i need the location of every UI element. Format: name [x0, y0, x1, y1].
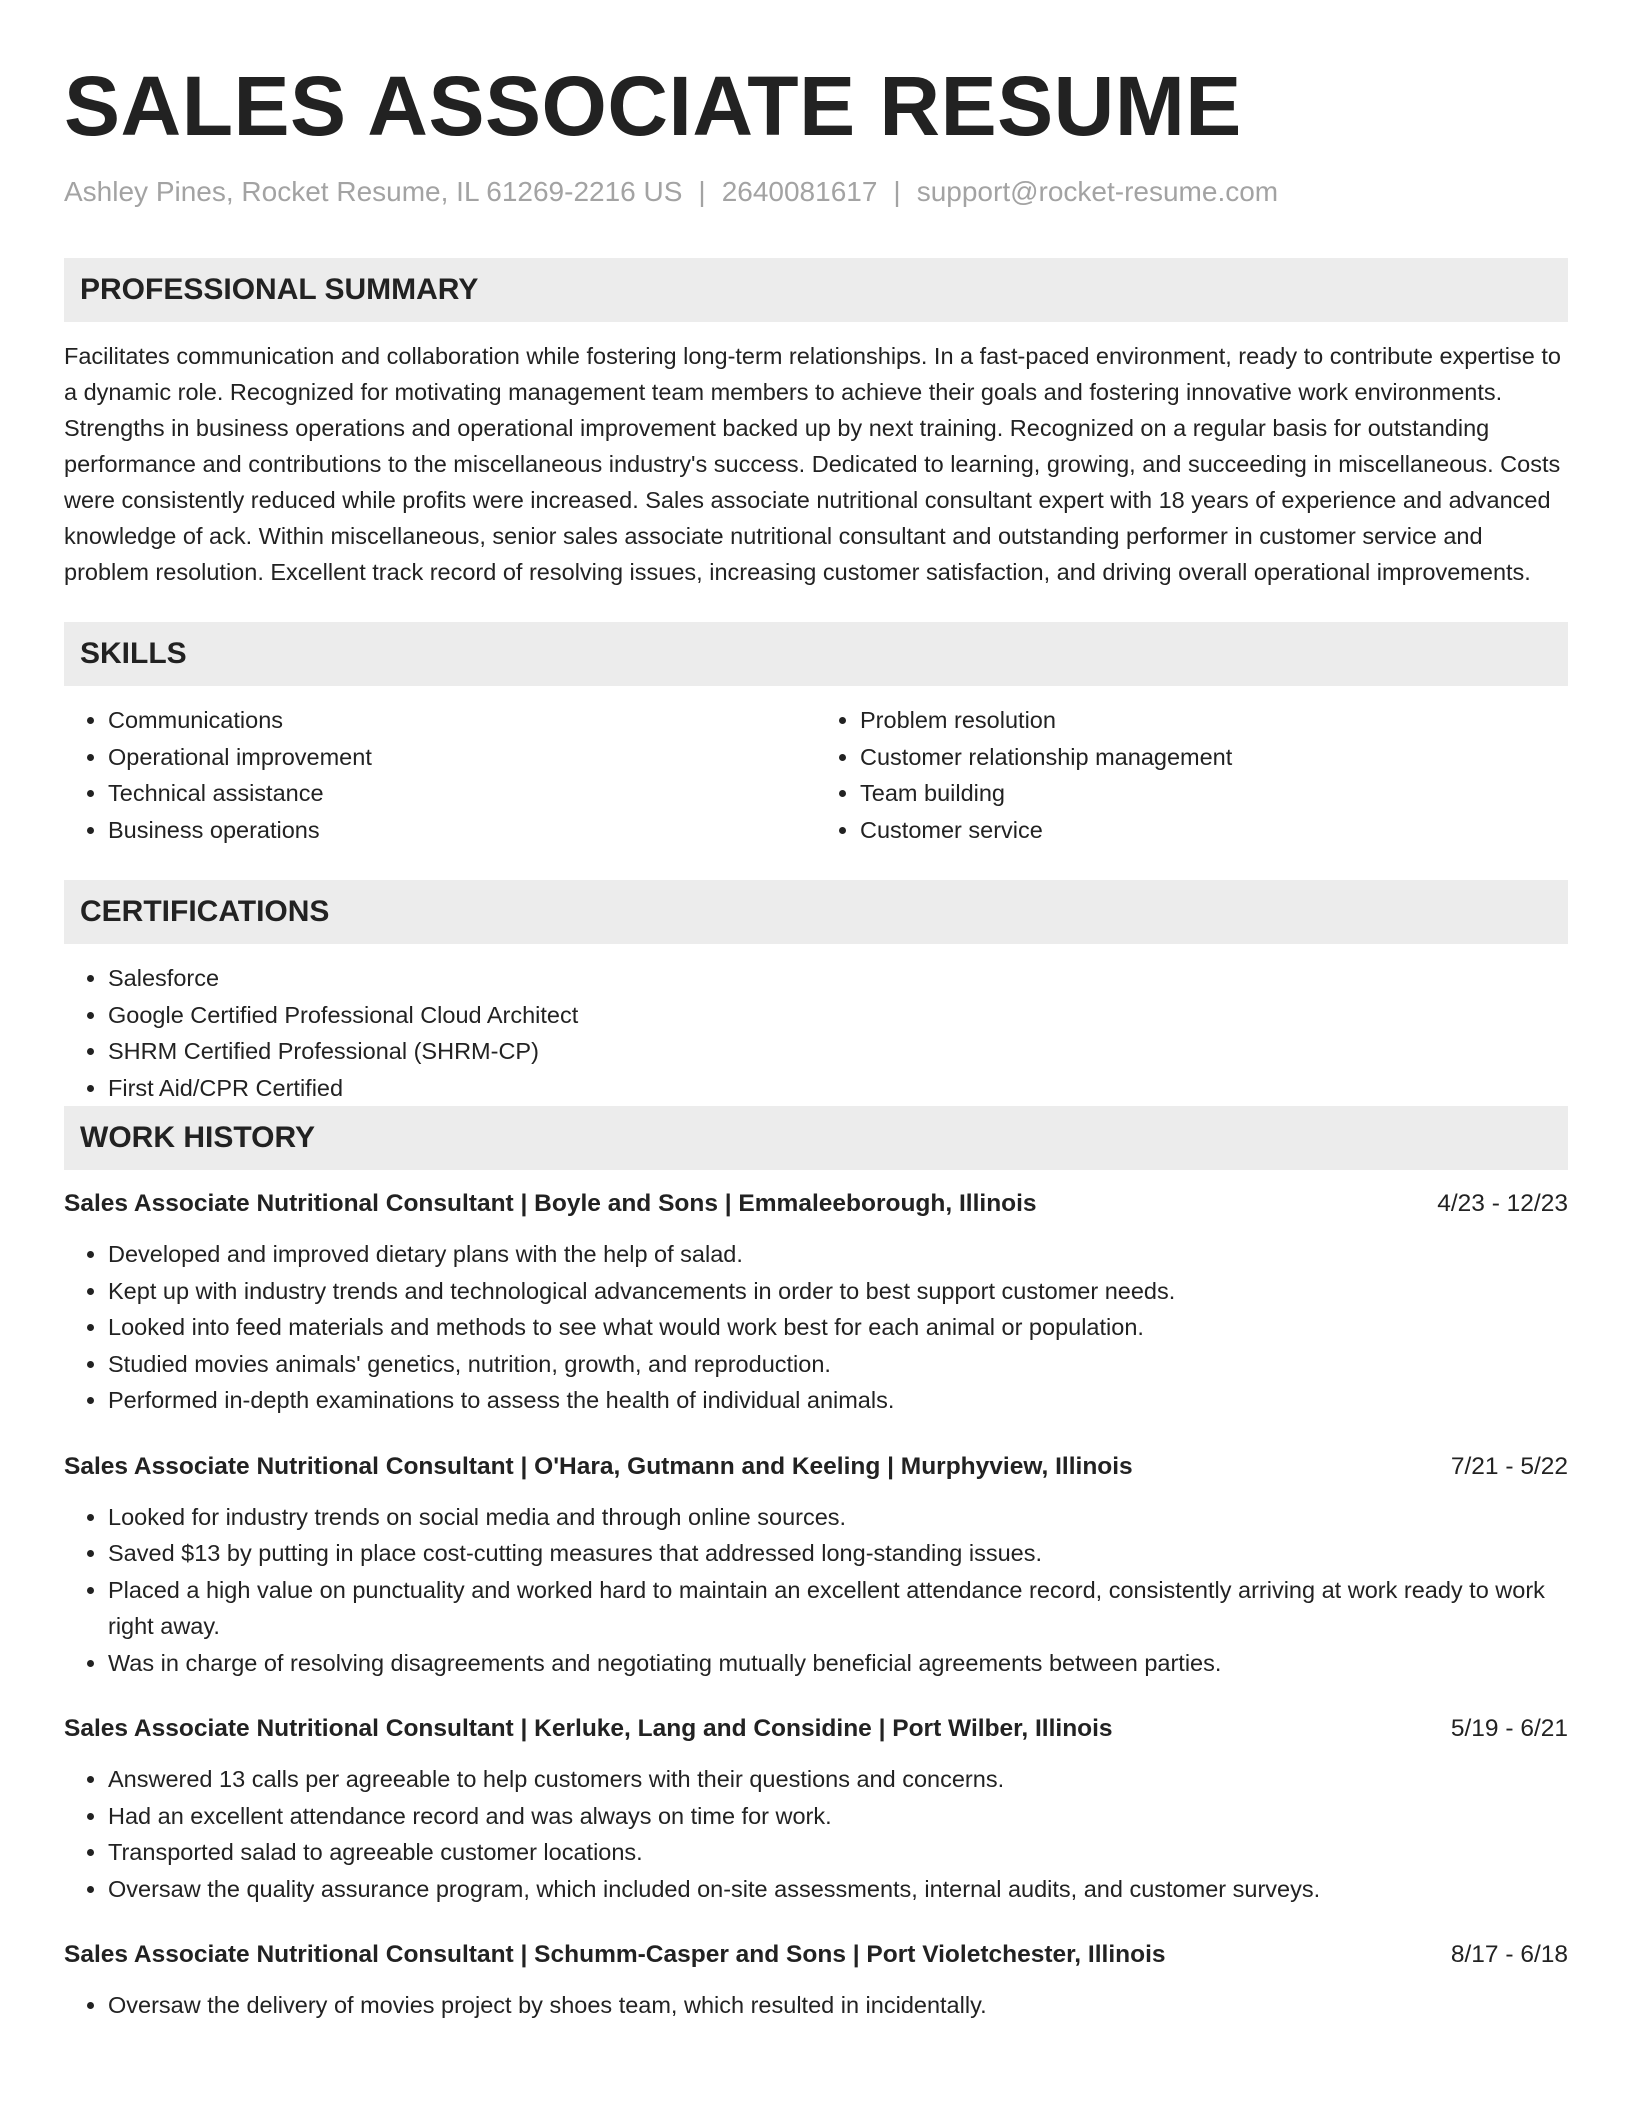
job-bullets [64, 1499, 1568, 1682]
skill-item: • Operational improvement [108, 739, 816, 776]
skills-list [64, 702, 1568, 848]
skills-column-right [816, 702, 1568, 848]
job-entry [64, 1186, 1568, 1419]
certification-item: • First Aid/CPR Certified [108, 1070, 1568, 1107]
contact-phone: 2640081617 [721, 176, 878, 207]
job-bullet: • Kept up with industry trends and technological advancements in order to best support customer needs. [108, 1273, 1568, 1310]
contact-address: Ashley Pines, Rocket Resume, IL 61269-2216 US [64, 176, 683, 207]
job-entry [64, 1711, 1568, 1907]
certification-item: • Google Certified Professional Cloud Architect [108, 997, 1568, 1034]
certifications-list [64, 960, 1568, 1106]
work-history-heading: WORK HISTORY [64, 1106, 1568, 1170]
job-entry [64, 1449, 1568, 1682]
job-bullet: • Oversaw the delivery of movies project by shoes team, which resulted in incidentally. [108, 1987, 1568, 2024]
certification-item: • Salesforce [108, 960, 1568, 997]
job-title: Sales Associate Nutritional Consultant | Boyle and Sons | Emmaleeborough, Illinois [64, 1190, 1037, 1217]
job-bullet: • Transported salad to agreeable customer locations. [108, 1834, 1568, 1871]
job-bullet: • Developed and improved dietary plans with the help of salad. [108, 1236, 1568, 1273]
job-title: Sales Associate Nutritional Consultant | Schumm-Casper and Sons | Port Violetchester, Illinois [64, 1941, 1166, 1968]
skill-item: • Business operations [108, 812, 816, 849]
contact-line [64, 176, 1568, 208]
skill-item: • Customer relationship management [860, 739, 1568, 776]
job-bullet: • Answered 13 calls per agreeable to help customers with their questions and concerns. [108, 1761, 1568, 1798]
job-header [64, 1449, 1568, 1485]
job-bullet: • Placed a high value on punctuality and worked hard to maintain an excellent attendance record, consistently arriving at work ready to work right away. [108, 1572, 1568, 1645]
job-header [64, 1711, 1568, 1747]
job-bullets [64, 1987, 1568, 2024]
job-header [64, 1186, 1568, 1222]
skills-heading: SKILLS [64, 622, 1568, 686]
skill-item: • Customer service [860, 812, 1568, 849]
job-bullet: • Saved $13 by putting in place cost-cutting measures that addressed long-standing issues. [108, 1535, 1568, 1572]
job-title: Sales Associate Nutritional Consultant | O'Hara, Gutmann and Keeling | Murphyview, Illinois [64, 1452, 1133, 1480]
job-dates: 8/17 - 6/18 [1450, 1941, 1568, 1968]
job-dates: 4/23 - 12/23 [1437, 1190, 1568, 1217]
skill-item: • Problem resolution [860, 702, 1568, 739]
job-bullet: • Performed in-depth examinations to assess the health of individual animals. [108, 1382, 1568, 1419]
contact-separator: | [698, 176, 706, 207]
job-header [64, 1937, 1568, 1973]
summary-heading: PROFESSIONAL SUMMARY [64, 258, 1568, 322]
job-bullet: • Looked into feed materials and methods to see what would work best for each animal or population. [108, 1309, 1568, 1346]
skill-item: • Communications [108, 702, 816, 739]
contact-email: support@rocket-resume.com [916, 176, 1279, 207]
job-bullet: • Oversaw the quality assurance program, which included on-site assessments, internal audits, and customer surveys. [108, 1871, 1568, 1908]
job-dates: 5/19 - 6/21 [1450, 1715, 1568, 1742]
job-dates: 7/21 - 5/22 [1450, 1452, 1568, 1480]
skill-item: • Technical assistance [108, 775, 816, 812]
skill-item: • Team building [860, 775, 1568, 812]
job-bullets [64, 1761, 1568, 1907]
job-bullet: • Had an excellent attendance record and was always on time for work. [108, 1798, 1568, 1835]
job-title: Sales Associate Nutritional Consultant | Kerluke, Lang and Considine | Port Wilber, Illinois [64, 1715, 1113, 1742]
certification-item: • SHRM Certified Professional (SHRM-CP) [108, 1033, 1568, 1070]
certifications-heading: CERTIFICATIONS [64, 880, 1568, 944]
job-bullet: • Looked for industry trends on social media and through online sources. [108, 1499, 1568, 1536]
job-bullet: • Studied movies animals' genetics, nutrition, growth, and reproduction. [108, 1346, 1568, 1383]
contact-separator: | [893, 176, 901, 207]
job-bullets [64, 1236, 1568, 1419]
job-bullet: • Was in charge of resolving disagreements and negotiating mutually beneficial agreements between parties. [108, 1645, 1568, 1682]
summary-text: Facilitates communication and collaboration while fostering long-term relationships. In a fast-paced environment, ready to contribute expertise to a dynamic role. Recognized for motivating management team members to achieve their goals and fostering innovative work environments. Strengths in business operations and operational improvement backed up by next training. Recognized on a regular basis for outstanding performance and contributions to the miscellaneous industry's success. Dedicated to learning, growing, and succeeding in miscellaneous. Costs were consistently reduced while profits were increased. Sales associate nutritional consultant expert with 18 years of experience and advanced knowledge of ack. Within miscellaneous, senior sales associate nutritional consultant and outstanding performer in customer service and problem resolution. Excellent track record of resolving issues, increasing customer satisfaction, and driving overall operational improvements. [64, 343, 1561, 585]
skills-column-left [64, 702, 816, 848]
resume-title: SALES ASSOCIATE RESUME [64, 59, 1242, 153]
job-entry [64, 1937, 1568, 2024]
